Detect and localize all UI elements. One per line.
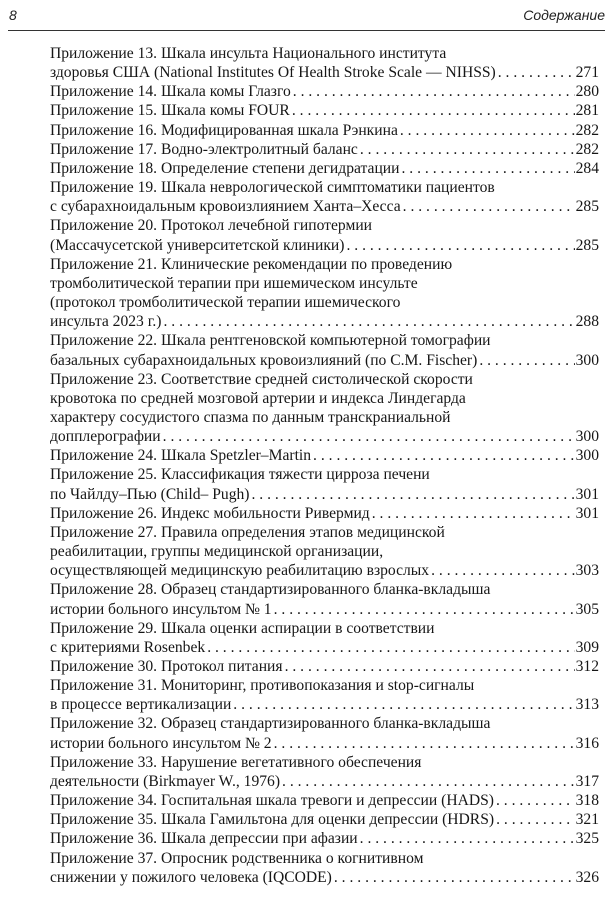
toc-entry-text: в процессе вертикализации [50,696,232,714]
dot-leader [332,868,575,887]
toc-entry-text: Приложение 26. Индекс мобильности Ривермид [50,504,370,522]
toc-entry[interactable] [50,178,599,216]
toc-entry-line [50,829,599,848]
toc-page-number: 285 [575,236,599,254]
toc-entry-text: с субарахноидальным кровоизлиянием Ханта–Хесса [50,198,401,216]
toc-entry-line: Приложение 28. Образец стандартизированного бланка-вкладыша [50,581,491,599]
toc-entry[interactable] [50,140,599,159]
dot-leader [283,657,575,676]
toc-entry-line: Приложение 22. Шкала рентгеновской компьютерной томографии [50,332,491,350]
toc-entry-line: Приложение 37. Опросник родственника о когнитивном [50,849,424,867]
toc-entry-text: по Чайлду–Пью (Child– Pugh) [50,485,250,503]
toc-entry-line [50,351,599,370]
dot-leader [494,810,575,829]
toc-entry-text: Приложение 14. Шкала комы Глазго [50,83,291,101]
toc-entry-text: истории больного инсультом № 1 [50,600,272,618]
header-rule [8,30,605,31]
toc-entry-text: осуществляющей медицинскую реабилитацию взрослых [50,562,430,580]
toc-entry-line [50,810,599,829]
toc-entry-line: Приложение 19. Шкала неврологической симптоматики пациентов [50,179,495,197]
toc-entry-line: Приложение 31. Мониторинг, противопоказания и stop-сигналы [50,677,475,695]
toc-entry-line: Приложение 21. Клинические рекомендации по проведению [50,255,453,273]
toc-entry-line [50,638,599,657]
toc-entry-line: Приложение 20. Протокол лечебной гипотермии [50,217,373,235]
toc-page-number: 300 [575,447,599,465]
dot-leader [161,312,575,331]
toc-entry-line [50,312,599,331]
toc-entry-line: кровотока по средней мозговой артерии и индекса Линдегарда [50,389,466,407]
toc-entry-line [50,197,599,216]
toc-entry-text: допплерографии [50,428,161,446]
toc-entry[interactable] [50,44,599,82]
toc-entry[interactable] [50,619,599,657]
toc-page-number: 284 [575,159,599,177]
toc-entry-text: Приложение 24. Шкала Spetzler–Martin [50,447,312,465]
section-title: Содержание [523,7,605,23]
toc-entry-text: здоровья США (National Institutes Of Health Stroke Scale — NIHSS) [50,64,496,82]
toc-entry-line [50,734,599,753]
dot-leader [231,695,575,714]
toc-page-number: 288 [575,313,599,331]
toc-entry[interactable] [50,255,599,332]
toc-entry-line: тромболитической терапии при ишемическом инсульте [50,274,418,292]
toc-entry-line [50,504,599,523]
toc-entry-text: Приложение 30. Протокол питания [50,658,283,675]
toc-entry-text: Приложение 36. Шкала депрессии при афазии [50,830,358,848]
toc-page-number: 317 [575,772,599,790]
toc-entry-line [50,63,599,82]
toc-entry[interactable] [50,370,599,447]
toc-page-number: 300 [575,351,599,369]
toc-entry[interactable] [50,810,599,829]
page-number: 8 [9,7,17,23]
toc-entry-text: инсульта 2023 г.) [50,313,162,331]
dot-leader [249,485,575,504]
dot-leader [290,101,575,120]
toc-page-number: 285 [575,198,599,216]
toc-entry-text: (Массачусетской университетской клиники) [50,236,345,254]
toc-entry[interactable] [50,101,599,120]
toc-entry-line [50,600,599,619]
dot-leader [358,140,575,159]
toc-page-number: 282 [575,121,599,139]
dot-leader [477,351,575,370]
toc-page-number: 300 [575,428,599,446]
dot-leader [494,791,575,810]
toc-entry-line [50,657,599,676]
toc-entry[interactable] [50,121,599,140]
toc-page-number: 313 [575,696,599,714]
toc-entry-text: базальных субарахноидальных кровоизлияний (по C.M. Fischer) [50,351,478,369]
toc-entry-text: Приложение 34. Госпитальная шкала тревоги и депрессии (HADS) [50,792,494,810]
toc-entry-line: реабилитации, группы медицинской организации, [50,543,384,561]
toc-entry[interactable] [50,216,599,254]
toc-entry-line [50,695,599,714]
toc-entry[interactable] [50,829,599,848]
toc-entry-line: Приложение 25. Классификация тяжести цирроза печени [50,466,430,484]
toc-entry-line [50,868,599,887]
table-of-contents [50,44,599,887]
toc-entry-text: снижении у пожилого человека (IQCODE) [50,868,332,886]
toc-entry-line: (протокол тромболитической терапии ишемического [50,294,401,312]
toc-entry[interactable] [50,657,599,676]
toc-entry-line [50,485,599,504]
toc-entry-line [50,791,599,810]
toc-entry-line [50,236,599,255]
toc-entry[interactable] [50,465,599,503]
toc-entry-line [50,159,599,178]
toc-page-number: 325 [575,830,599,848]
dot-leader [161,427,575,446]
toc-entry-line [50,121,599,140]
toc-entry-text: Приложение 18. Определение степени дегидратации [50,159,400,177]
toc-page-number: 305 [575,600,599,618]
toc-entry[interactable] [50,753,599,791]
dot-leader [400,159,576,178]
dot-leader [358,829,575,848]
toc-entry-line: Приложение 29. Шкала оценки аспирации в соответствии [50,619,435,637]
toc-entry-line [50,561,599,580]
toc-entry[interactable] [50,331,599,369]
dot-leader [272,600,575,619]
toc-page-number: 321 [575,811,599,829]
toc-entry-line [50,140,599,159]
toc-entry-line: Приложение 13. Шкала инсульта Национального института [50,45,447,62]
toc-entry-text: Приложение 35. Шкала Гамильтона для оценки депрессии (HDRS) [50,811,495,829]
dot-leader [401,197,575,216]
toc-entry-line [50,101,599,120]
toc-page-number: 303 [575,562,599,580]
toc-entry-text: истории больного инсультом № 2 [50,734,272,752]
toc-page-number: 312 [575,658,599,675]
toc-entry-text: Приложение 17. Водно-электролитный баланс [50,140,358,158]
toc-entry[interactable] [50,791,599,810]
toc-page-number: 316 [575,734,599,752]
toc-entry-text: Приложение 15. Шкала комы FOUR [50,102,290,120]
toc-entry[interactable] [50,714,599,752]
dot-leader [272,734,575,753]
toc-entry[interactable] [50,504,599,523]
toc-entry-line [50,82,599,101]
dot-leader [205,638,575,657]
toc-entry-line [50,446,599,465]
page-header [0,0,612,36]
toc-page-number: 280 [575,83,599,101]
dot-leader [398,121,575,140]
toc-entry-text: деятельности (Birkmayer W., 1976) [50,772,281,790]
toc-entry[interactable] [50,580,599,618]
dot-leader [280,772,575,791]
toc-page-number: 281 [575,102,599,120]
toc-entry-line [50,427,599,446]
toc-page-number: 282 [575,140,599,158]
dot-leader [370,504,575,523]
dot-leader [496,63,575,82]
toc-page-number: 309 [575,638,599,656]
toc-page-number: 301 [575,485,599,503]
dot-leader [291,82,575,101]
toc-entry-line: Приложение 23. Соответствие средней систолической скорости [50,370,473,388]
toc-entry[interactable] [50,82,599,101]
toc-entry-text: Приложение 16. Модифицированная шкала Рэнкина [50,121,398,139]
toc-entry-line: характеру сосудистого спазма по данным транскраниальной [50,408,451,426]
dot-leader [344,236,575,255]
dot-leader [429,561,575,580]
toc-page-number: 271 [575,64,599,82]
toc-entry-line: Приложение 33. Нарушение вегетативного обеспечения [50,753,422,771]
toc-entry[interactable] [50,159,599,178]
toc-entry-line: Приложение 32. Образец стандартизированного бланка-вкладыша [50,715,491,733]
toc-entry-line: Приложение 27. Правила определения этапов медицинской [50,523,445,541]
toc-page-number: 326 [575,868,599,886]
toc-entry[interactable] [50,676,599,714]
toc-entry[interactable] [50,446,599,465]
toc-entry-text: с критериями Rosenbek [50,638,206,656]
toc-page-number: 301 [575,504,599,522]
toc-entry-line [50,772,599,791]
toc-entry[interactable] [50,849,599,887]
dot-leader [311,446,575,465]
toc-entry[interactable] [50,523,599,580]
toc-page-number: 318 [575,792,599,810]
